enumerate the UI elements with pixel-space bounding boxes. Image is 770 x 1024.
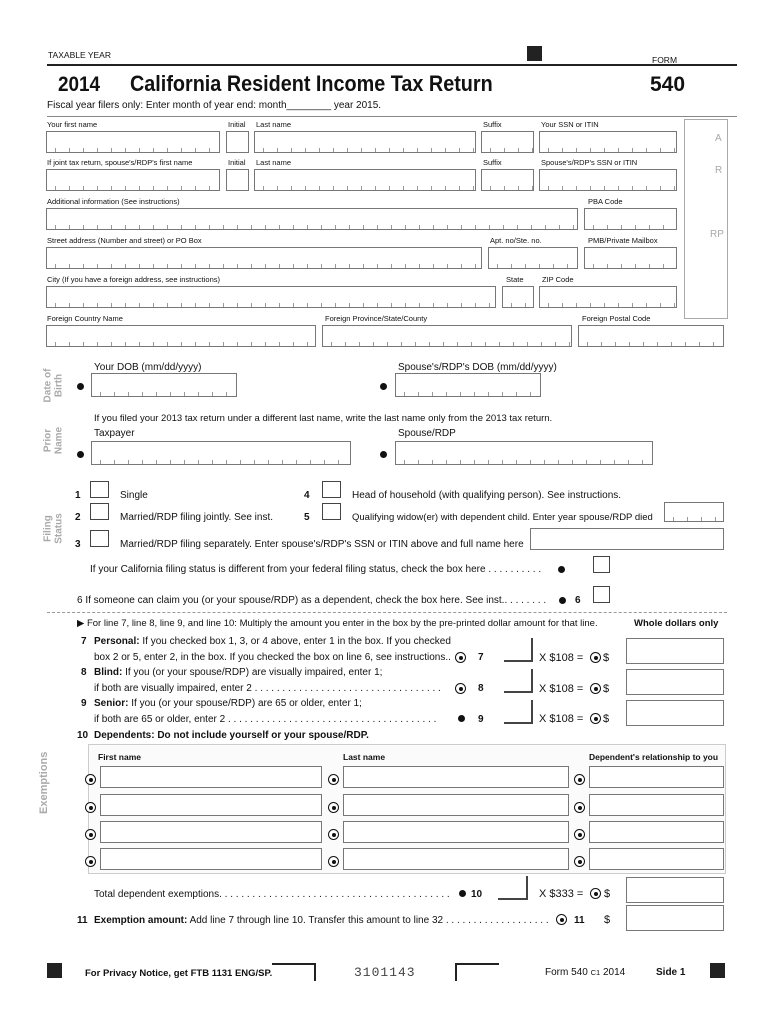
line-9-number: 9 (81, 698, 87, 709)
line-10-dollar: $ (604, 888, 611, 900)
dependent-4-relationship[interactable] (589, 848, 724, 870)
status-hoh-checkbox[interactable] (322, 481, 341, 498)
taxpayer-prior-bullet (77, 451, 84, 458)
dependent-2-first-name[interactable] (100, 794, 322, 816)
initial-label: Initial (228, 120, 246, 129)
privacy-notice: For Privacy Notice, get FTB 1131 ENG/SP. (85, 968, 273, 979)
processing-code-box (684, 119, 728, 319)
spouse-dob-field[interactable] (395, 373, 541, 397)
taxable-year-label: TAXABLE YEAR (48, 50, 111, 60)
dependent-3-last-name[interactable] (343, 821, 569, 843)
state-field[interactable] (502, 286, 534, 308)
line-7-text-1: Personal: If you checked box 1, 3, or 4 above, enter 1 in the box. If you checked (94, 636, 451, 647)
status-joint-label: Married/RDP filing jointly. See inst. (120, 512, 274, 523)
line-10-amount-field[interactable] (626, 877, 724, 903)
dependent-4-first-name[interactable] (100, 848, 322, 870)
status-widow-checkbox[interactable] (322, 503, 341, 520)
suffix-label: Suffix (483, 120, 502, 129)
dependent-4-first-bullet (85, 856, 96, 867)
dependent-3-last-bullet (328, 829, 339, 840)
your-dob-bullet (77, 383, 84, 390)
status-single-checkbox[interactable] (90, 481, 109, 498)
last-name-field[interactable] (254, 131, 476, 153)
line-6-checkbox[interactable] (593, 586, 610, 603)
filing-status-side-label: Filing Status (42, 513, 64, 544)
different-status-checkbox[interactable] (593, 556, 610, 573)
line-10-text: Dependents: Do not include yourself or your spouse/RDP. (94, 730, 369, 741)
spouse-rdp-label: Spouse/RDP (398, 428, 456, 439)
side-code-a: A (715, 133, 722, 144)
dependent-3-first-name[interactable] (100, 821, 322, 843)
line-8-text-2: if both are visually impaired, enter 2 . . . . . . . . . . . . . . . . . . . . . . . . . . . . . . . . . . (94, 683, 441, 694)
spouse-last-name-label: Last name (256, 158, 292, 167)
whole-dollars-label: Whole dollars only (634, 618, 719, 629)
line-6-bullet (559, 597, 566, 604)
foreign-postal-field[interactable] (578, 325, 724, 347)
form-label: FORM (652, 55, 678, 65)
additional-info-field[interactable] (46, 208, 578, 230)
prior-name-instruction: If you filed your 2013 tax return under a different last name, write the last name only from the 2013 tax return. (94, 413, 553, 424)
foreign-country-field[interactable] (46, 325, 316, 347)
dependent-relationship-header: Dependent's relationship to you (589, 752, 719, 762)
line-11-dollar: $ (604, 914, 611, 926)
dependent-3-first-bullet (85, 829, 96, 840)
line-7-amount-field[interactable] (626, 638, 724, 664)
line-8-ref: 8 (478, 683, 484, 694)
spouse-dob-bullet (380, 383, 387, 390)
state-label: State (506, 275, 524, 284)
spouse-ssn-label: Spouse's/RDP's SSN or ITIN (541, 158, 638, 167)
dependent-1-relationship[interactable] (589, 766, 724, 788)
status-2-number: 2 (75, 512, 81, 523)
line-8-count-box[interactable] (504, 669, 533, 693)
dependent-2-last-name[interactable] (343, 794, 569, 816)
line-7-count-box[interactable] (504, 638, 533, 662)
foreign-postal-label: Foreign Postal Code (582, 314, 651, 323)
header-rule (47, 64, 737, 66)
line-8-bullet (455, 683, 466, 694)
city-label: City (If you have a foreign address, see instructions) (47, 275, 220, 284)
total-dependents-ref: 10 (471, 889, 483, 900)
dependent-2-first-bullet (85, 802, 96, 813)
taxpayer-label: Taxpayer (94, 428, 135, 439)
line-7-number: 7 (81, 636, 87, 647)
line-9-amount-field[interactable] (626, 700, 724, 726)
apt-label: Apt. no/Ste. no. (490, 236, 542, 245)
line-8-text-1: Blind: If you (or your spouse/RDP) are visually impaired, enter 1; (94, 667, 383, 678)
line-9-bullet (458, 715, 465, 722)
line-11-number: 11 (77, 915, 88, 926)
line-10-amount-bullet (590, 888, 601, 899)
spouse-suffix-field[interactable] (481, 169, 534, 191)
line-7-text-2: box 2 or 5, enter 2, in the box. If you checked the box on line 6, see instructions.. (94, 652, 451, 663)
total-dependents-count-box[interactable] (498, 876, 528, 900)
initial-field[interactable] (226, 131, 249, 153)
line-10-number: 10 (77, 730, 89, 741)
line-6-text: 6 If someone can claim you (or your spouse/RDP) as a dependent, check the box here. See inst.. . . . . . . . (77, 595, 547, 606)
zip-label: ZIP Code (542, 275, 574, 284)
form-title: California Resident Income Tax Return (130, 71, 493, 96)
status-5-number: 5 (304, 512, 310, 523)
pmb-label: PMB/Private Mailbox (588, 236, 658, 245)
different-status-bullet (558, 566, 565, 573)
foreign-province-field[interactable] (322, 325, 572, 347)
status-hoh-label: Head of household (with qualifying person). See instructions. (352, 490, 622, 501)
dependent-2-rel-bullet (574, 802, 585, 813)
exemptions-intro: ▶ For line 7, line 8, line 9, and line 10: Multiply the amount you enter in the box by the pre-printed dollar amount for that line. (77, 618, 598, 629)
dependent-1-first-bullet (85, 774, 96, 785)
different-status-text: If your California filing status is different from your federal filing status, check the box here . . . . . . . . . . (90, 564, 542, 575)
footer-corner-mark-left (272, 963, 316, 981)
status-joint-checkbox[interactable] (90, 503, 109, 520)
registration-mark (527, 46, 542, 61)
footer-side-label: Side 1 (656, 967, 686, 978)
foreign-province-label: Foreign Province/State/County (325, 314, 428, 323)
line-9-count-box[interactable] (504, 700, 533, 724)
line-7-bullet (455, 652, 466, 663)
side-code-rp: RP (710, 229, 724, 240)
ssn-field[interactable] (539, 131, 677, 153)
status-separate-label: Married/RDP filing separately. Enter spouse's/RDP's SSN or ITIN above and full name here (120, 539, 524, 550)
street-field[interactable] (46, 247, 482, 269)
status-4-number: 4 (304, 490, 310, 501)
date-of-birth-side-label: Date of Birth (42, 368, 64, 403)
dependent-3-relationship[interactable] (589, 821, 724, 843)
dependent-4-rel-bullet (574, 856, 585, 867)
dependent-2-last-bullet (328, 802, 339, 813)
total-dependents-text: Total dependent exemptions. . . . . . . . . . . . . . . . . . . . . . . . . . . . . . . . . . . . . . . . . . (94, 889, 450, 900)
spouse-first-name-field[interactable] (46, 169, 220, 191)
status-3-number: 3 (75, 539, 81, 550)
line-9-text-1: Senior: If you (or your spouse/RDP) are 65 or older, enter 1; (94, 698, 362, 709)
spouse-last-name-field[interactable] (254, 169, 476, 191)
line-11-text: Exemption amount: Add line 7 through line 10. Transfer this amount to line 32 . . . . . . . . . . . . . . . . . . . (94, 915, 549, 926)
your-dob-label: Your DOB (mm/dd/yyyy) (94, 362, 202, 373)
status-1-number: 1 (75, 490, 81, 501)
apt-field[interactable] (488, 247, 578, 269)
side-code-r: R (715, 165, 723, 176)
line-8-number: 8 (81, 667, 87, 678)
pba-code-label: PBA Code (588, 197, 623, 206)
footer-form-reference: Form 540 C1 2014 (545, 967, 626, 978)
line-9-dollar: $ (603, 713, 610, 725)
spouse-initial-label: Initial (228, 158, 246, 167)
dependent-4-last-bullet (328, 856, 339, 867)
street-label: Street address (Number and street) or PO Box (47, 236, 202, 245)
foreign-country-label: Foreign Country Name (47, 314, 123, 323)
spouse-suffix-label: Suffix (483, 158, 502, 167)
dependent-last-name-header: Last name (343, 752, 386, 762)
line-8-dollar: $ (603, 683, 610, 695)
fiscal-year-line: Fiscal year filers only: Enter month of year end: month________ year 2015. (47, 100, 382, 111)
dependent-4-last-name[interactable] (343, 848, 569, 870)
header-rule-2 (47, 116, 737, 117)
spouse-initial-field[interactable] (226, 169, 249, 191)
additional-info-label: Additional information (See instructions) (47, 197, 180, 206)
line-8-amount-bullet (590, 683, 601, 694)
form-barcode-number: 3101143 (354, 965, 416, 980)
dependent-1-last-name[interactable] (343, 766, 569, 788)
your-dob-field[interactable] (91, 373, 237, 397)
status-separate-checkbox[interactable] (90, 530, 109, 547)
dependent-2-relationship[interactable] (589, 794, 724, 816)
spouse-prior-name-field[interactable] (395, 441, 653, 465)
spouse-first-name-label: If joint tax return, spouse's/RDP's first name (47, 158, 193, 167)
first-name-label: Your first name (47, 120, 98, 129)
exemptions-divider (47, 612, 727, 613)
line-11-amount-field[interactable] (626, 905, 724, 931)
footer-registration-mark-right (710, 963, 725, 978)
dependent-1-first-name[interactable] (100, 766, 322, 788)
line-7-multiplier: X $108 = (539, 652, 584, 664)
pmb-field[interactable] (584, 247, 677, 269)
spouse-dob-label: Spouse's/RDP's DOB (mm/dd/yyyy) (398, 362, 557, 373)
line-7-amount-bullet (590, 652, 601, 663)
spouse-prior-bullet (380, 451, 387, 458)
status-single-label: Single (120, 490, 148, 501)
footer-corner-mark-right (455, 963, 499, 981)
taxpayer-prior-name-field[interactable] (91, 441, 351, 465)
line-9-ref: 9 (478, 714, 484, 725)
ssn-label: Your SSN or ITIN (541, 120, 599, 129)
line-7-ref: 7 (478, 652, 484, 663)
pba-code-field[interactable] (584, 208, 677, 230)
dependent-3-rel-bullet (574, 829, 585, 840)
dependent-1-rel-bullet (574, 774, 585, 785)
total-dependents-bullet (459, 890, 466, 897)
line-9-amount-bullet (590, 713, 601, 724)
spouse-full-name-field[interactable] (530, 528, 724, 550)
line-7-dollar: $ (603, 652, 610, 664)
dependent-1-last-bullet (328, 774, 339, 785)
spouse-death-year-field[interactable] (664, 502, 724, 522)
suffix-field[interactable] (481, 131, 534, 153)
line-11-bullet (556, 914, 567, 925)
last-name-label: Last name (256, 120, 292, 129)
line-10-multiplier: X $333 = (539, 888, 584, 900)
prior-name-side-label: Prior Name (42, 426, 64, 455)
form-number: 540 (650, 73, 686, 96)
spouse-ssn-field[interactable] (539, 169, 677, 191)
footer-registration-mark-left (47, 963, 62, 978)
tax-year: 2014 (58, 73, 101, 96)
dependent-first-name-header: First name (98, 752, 141, 762)
line-9-multiplier: X $108 = (539, 713, 584, 725)
line-8-multiplier: X $108 = (539, 683, 584, 695)
exemptions-side-label: Exemptions (38, 751, 51, 814)
city-field[interactable] (46, 286, 496, 308)
zip-field[interactable] (539, 286, 677, 308)
line-6-number: 6 (575, 595, 581, 606)
line-11-ref: 11 (574, 915, 585, 926)
status-widow-label: Qualifying widow(er) with dependent child. Enter year spouse/RDP died (352, 512, 653, 523)
line-8-amount-field[interactable] (626, 669, 724, 695)
first-name-field[interactable] (46, 131, 220, 153)
line-9-text-2: if both are 65 or older, enter 2 . . . . . . . . . . . . . . . . . . . . . . . . . . . . . . . . . . . . . . (94, 714, 437, 725)
